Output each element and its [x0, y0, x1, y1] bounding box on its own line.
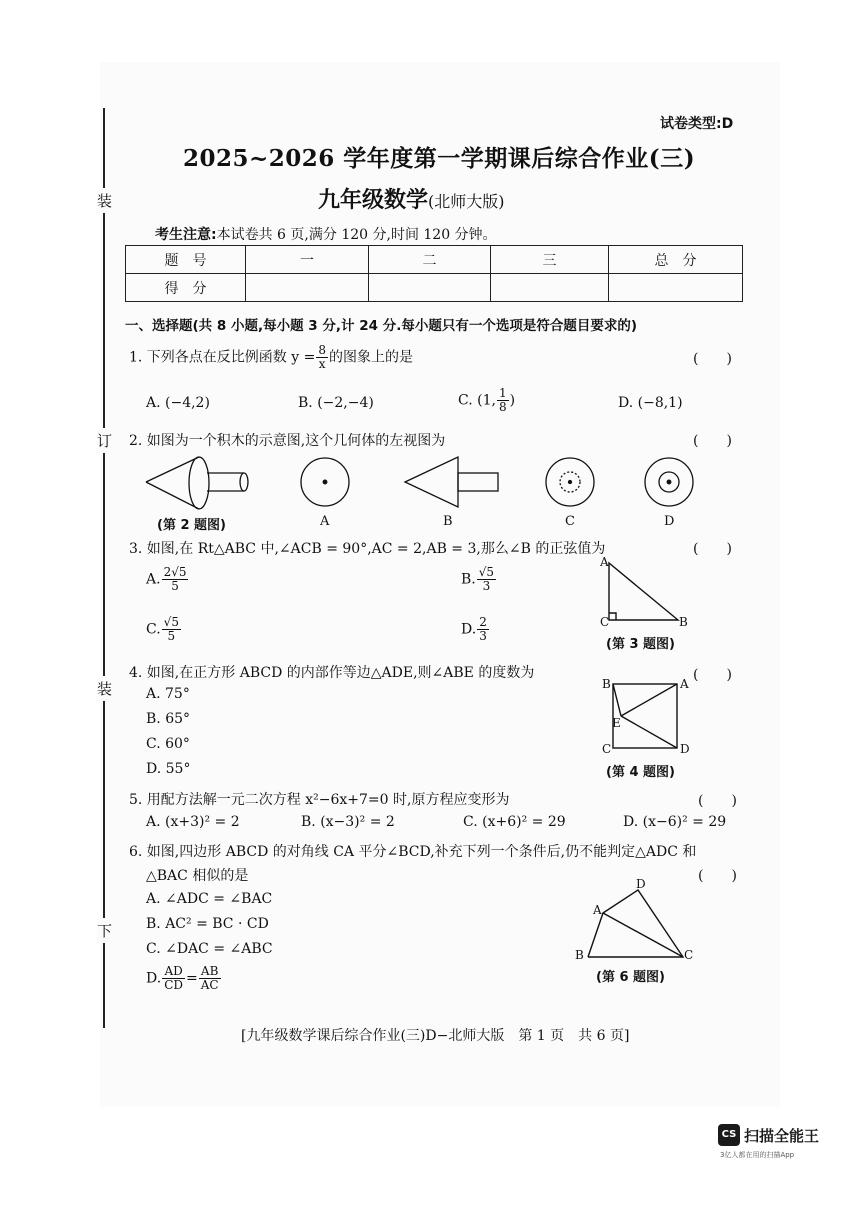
- q6-caption: (第 6 题图): [596, 970, 665, 985]
- answer-paren[interactable]: ( ): [698, 868, 737, 884]
- q3-option-d: [461, 616, 490, 643]
- q2-label-c: C: [565, 514, 575, 529]
- q3-opt-b-frac: [477, 566, 496, 593]
- q6-quadrilateral-figure: [588, 890, 683, 957]
- q6-option-d: [146, 965, 222, 992]
- q6-point-a: A: [593, 903, 602, 917]
- q3-point-b: B: [679, 615, 688, 629]
- table-cell: 题 号: [126, 246, 246, 274]
- q2-label-d: D: [664, 514, 675, 529]
- frac-num: √5: [478, 565, 495, 579]
- q3-option-b: [461, 566, 497, 593]
- q1-frac-num: 8: [318, 343, 326, 357]
- q2-option-a-figure: [301, 458, 349, 506]
- q2-label-b: B: [443, 514, 453, 529]
- q1-option-d: D. (−8,1): [618, 395, 683, 411]
- q4-square-figure: [613, 684, 677, 748]
- answer-paren[interactable]: ( ): [693, 351, 732, 367]
- answer-paren[interactable]: ( ): [693, 667, 732, 683]
- q6-point-d: D: [636, 877, 646, 891]
- notice-label: 考生注意:: [155, 227, 217, 243]
- q4-option-c: C. 60°: [146, 736, 190, 752]
- frac-den: AC: [200, 978, 219, 992]
- q6-option-a: A. ∠ADC = ∠BAC: [146, 891, 273, 907]
- q4-point-c: C: [602, 742, 612, 756]
- q5-option-b: B. (x−3)² = 2: [301, 814, 395, 830]
- q3-opt-d-frac: [477, 616, 489, 643]
- q6-opt-d-frac-1: [162, 965, 185, 992]
- q5-option-a: A. (x+3)² = 2: [146, 814, 240, 830]
- answer-paren[interactable]: ( ): [693, 541, 732, 557]
- question-4-stem: 4. 如图,在正方形 ABCD 的内部作等边△ADE,则∠ABE 的度数为: [129, 665, 535, 681]
- camscanner-logo: CS: [718, 1124, 740, 1146]
- question-6-stem-line1: 6. 如图,四边形 ABCD 的对角线 CA 平分∠BCD,补充下列一个条件后,仍不能判定△ADC 和: [129, 844, 697, 860]
- q4-point-b: B: [602, 677, 611, 691]
- subtitle-edition: (北师大版): [428, 192, 505, 211]
- q6-opt-d-label: D.: [146, 970, 162, 987]
- q4-point-d: D: [680, 742, 690, 756]
- answer-paren[interactable]: ( ): [698, 793, 737, 809]
- q6-option-b: B. AC² = BC · CD: [146, 916, 269, 932]
- camscanner-tagline: 3亿人都在用的扫描App: [720, 1151, 795, 1159]
- q3-opt-b-label: B.: [461, 571, 476, 588]
- q2-option-b-figure: [405, 457, 498, 507]
- page-footer: [九年级数学课后综合作业(三)D−北师大版 第 1 页 共 6 页]: [241, 1028, 630, 1044]
- q1-option-a: A. (−4,2): [146, 395, 210, 411]
- q4-caption: (第 4 题图): [606, 765, 675, 780]
- frac-den: CD: [164, 978, 183, 992]
- q1-opt-c-a: C. (1,: [458, 392, 496, 409]
- q1-stem-a: 1. 下列各点在反比例函数 y =: [129, 349, 316, 366]
- q6-option-c: C. ∠DAC = ∠ABC: [146, 941, 273, 957]
- q2-label-a: A: [320, 514, 330, 529]
- q6-opt-d-eq: =: [186, 970, 198, 987]
- q2-option-d-figure: [645, 458, 693, 506]
- q3-option-a: [146, 566, 189, 593]
- frac-num: AB: [199, 965, 221, 979]
- frac-num: AD: [162, 965, 185, 979]
- q1-option-b: B. (−2,−4): [298, 395, 374, 411]
- table-cell: 三: [491, 246, 609, 274]
- q3-point-a: A: [600, 555, 609, 569]
- table-cell: 二: [369, 246, 491, 274]
- frac-num: √5: [163, 615, 179, 629]
- paper-type: 试卷类型:D: [660, 116, 734, 132]
- table-cell: 一: [246, 246, 369, 274]
- binding-char: 订: [97, 428, 112, 453]
- q4-option-a: A. 75°: [146, 686, 190, 702]
- frac-den: 5: [167, 629, 176, 643]
- q5-option-d: D. (x−6)² = 29: [623, 814, 727, 830]
- q3-point-c: C: [600, 615, 610, 629]
- question-6-stem-line2: △BAC 相似的是: [146, 868, 249, 884]
- q3-opt-c-frac: [162, 616, 181, 643]
- answer-paren[interactable]: ( ): [693, 433, 732, 449]
- frac-num: 2: [479, 615, 487, 629]
- q3-option-c: [146, 616, 182, 643]
- q6-point-b: B: [575, 948, 584, 962]
- q4-option-d: D. 55°: [146, 761, 191, 777]
- frac-den: 3: [479, 629, 487, 643]
- notice-text: 本试卷共 6 页,满分 120 分,时间 120 分钟。: [216, 227, 497, 243]
- subtitle-main: 九年级数学: [318, 187, 429, 213]
- q1-opt-c-b: ): [509, 392, 516, 409]
- q3-opt-c-label: C.: [146, 621, 161, 638]
- q1-frac-den: x: [318, 357, 326, 371]
- q1-stem-b: 的图象上的是: [329, 349, 413, 366]
- binding-char: 装: [97, 188, 112, 213]
- q5-option-c: C. (x+6)² = 29: [463, 814, 566, 830]
- q3-opt-a-label: A.: [146, 571, 161, 588]
- q3-opt-a-frac: [162, 566, 189, 593]
- q3-caption: (第 3 题图): [606, 637, 675, 652]
- q4-point-a: A: [680, 677, 689, 691]
- q4-option-b: B. 65°: [146, 711, 191, 727]
- q6-opt-d-frac-2: [199, 965, 221, 992]
- section-heading: 一、选择题(共 8 小题,每小题 3 分,计 24 分.每小题只有一个选项是符合题目要求的): [125, 318, 637, 334]
- q2-solid-figure: [146, 457, 248, 509]
- camscanner-name: 扫描全能王: [744, 1127, 820, 1145]
- q3-opt-d-label: D.: [461, 621, 477, 638]
- frac-num: 1: [498, 386, 507, 400]
- exam-title: 2025~2026 学年度第一学期课后综合作业(三): [183, 145, 696, 172]
- q6-point-c: C: [684, 948, 694, 962]
- frac-den: 5: [171, 579, 179, 593]
- table-cell: 总 分: [609, 246, 743, 274]
- q4-point-e: E: [612, 716, 621, 730]
- frac-den: 3: [482, 579, 491, 593]
- question-3-stem: 3. 如图,在 Rt△ABC 中,∠ACB = 90°,AC = 2,AB = 3,那么∠B 的正弦值为: [129, 541, 606, 557]
- q2-option-c-figure: [546, 458, 594, 506]
- binding-char: 下: [97, 918, 112, 943]
- q3-triangle-figure: [609, 563, 678, 620]
- binding-char: 装: [97, 676, 112, 701]
- question-5-stem: 5. 用配方法解一元二次方程 x²−6x+7=0 时,原方程应变形为: [129, 792, 510, 808]
- frac-num: 2√5: [163, 565, 187, 579]
- table-cell: 得 分: [126, 274, 246, 302]
- q2-caption: (第 2 题图): [157, 518, 226, 533]
- question-2-stem: 2. 如图为一个积木的示意图,这个几何体的左视图为: [129, 433, 446, 449]
- frac-den: 8: [498, 400, 507, 414]
